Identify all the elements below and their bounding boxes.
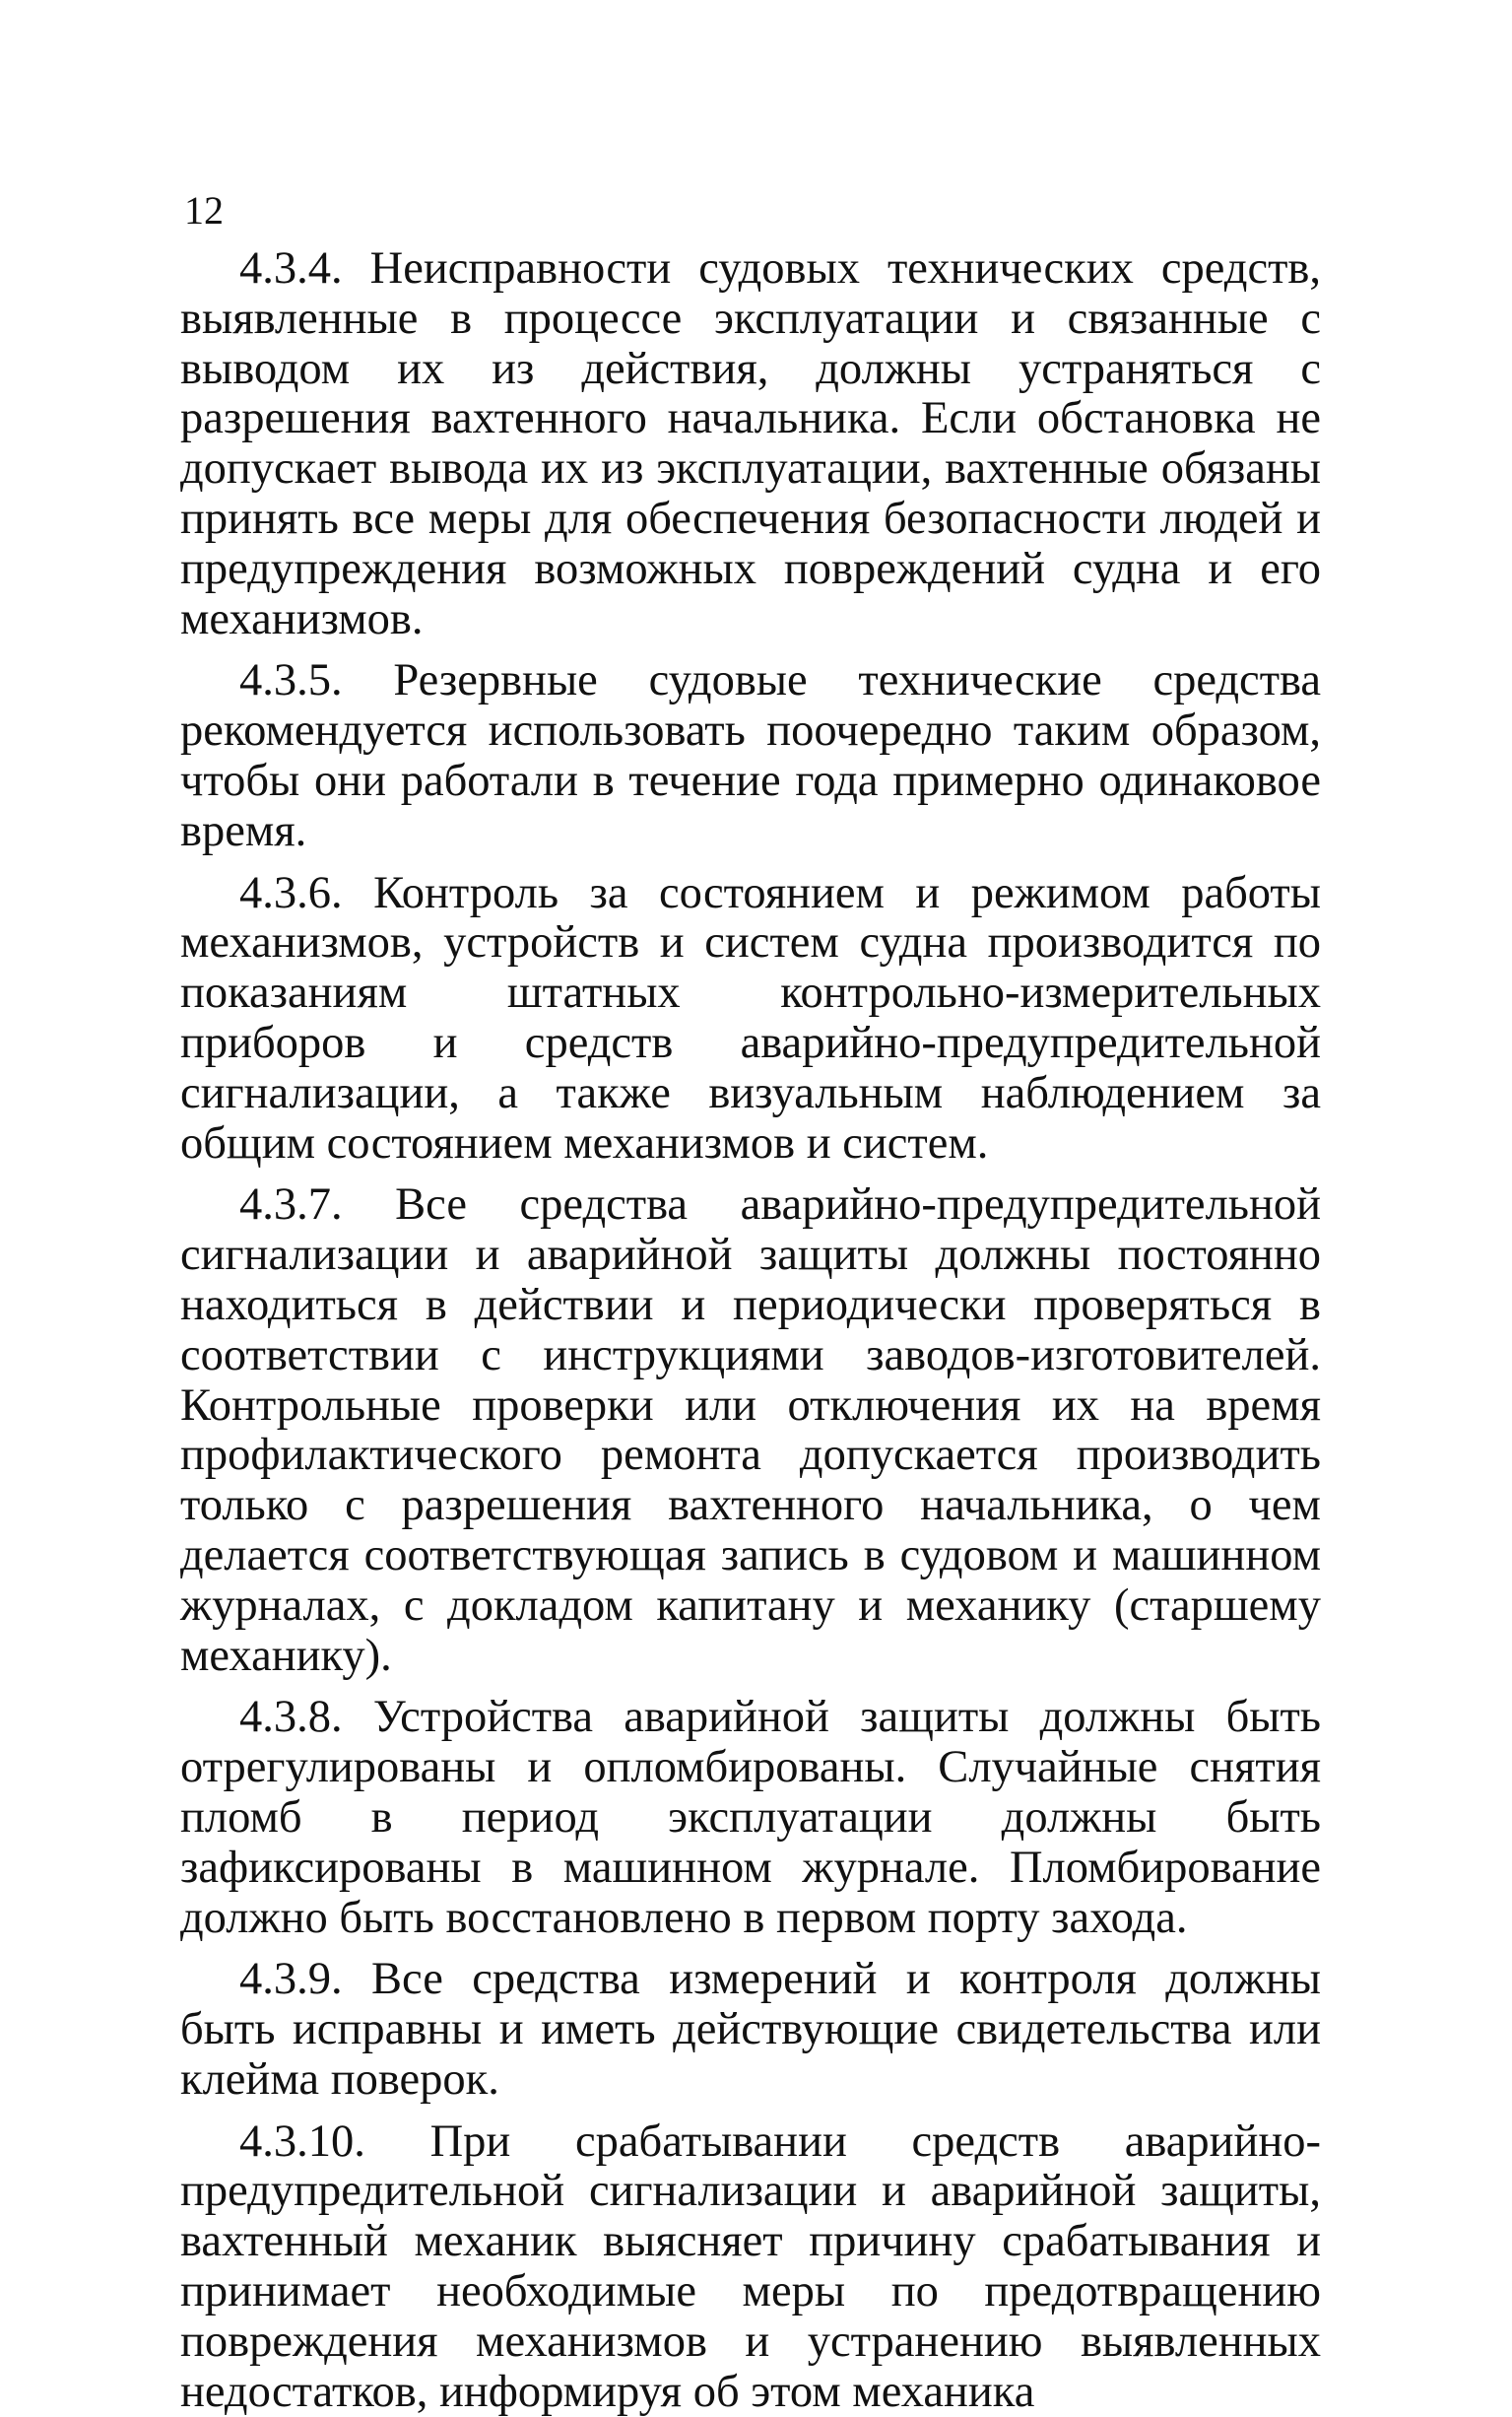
paragraph-text: Неисправности судовых технических средств, выявленные в процессе эксплуатации и связанные с выводом их из действия, должны устраняться с разрешения вахтенного начальника. Если обстановка не допускает вывода их из эксплуатации, вахтенные обязаны принять все меры для обеспечения безопасности людей и предупреждения возможных повреждений судна и его механизмов. bbox=[180, 243, 1322, 644]
paragraph-text: Все средства измерений и контроля должны быть исправны и иметь действующие свидетельства или клейма поверок. bbox=[180, 1954, 1322, 2105]
paragraph-4-3-6 bbox=[180, 869, 1321, 1170]
document-body bbox=[180, 244, 1321, 2417]
paragraph-number: 4.3.5. bbox=[239, 655, 343, 706]
page-number: 12 bbox=[184, 188, 224, 233]
paragraph-number: 4.3.4. bbox=[239, 243, 343, 294]
paragraph-text: Резервные судовые технические средства рекомендуется использовать поочередно таким образом, чтобы они работали в течение года примерно одинаковое время. bbox=[180, 655, 1321, 856]
paragraph-4-3-9 bbox=[180, 1955, 1321, 2105]
paragraph-number: 4.3.9. bbox=[239, 1954, 343, 2005]
paragraph-4-3-10 bbox=[180, 2117, 1321, 2417]
paragraph-4-3-4 bbox=[180, 244, 1321, 644]
paragraph-4-3-8 bbox=[180, 1693, 1321, 1943]
paragraph-text: При срабатывании средств аварийно-предупредительной сигнализации и аварийной защиты, вахтенный механик выясняет причину срабатывания и принимает необходимые меры по предотвращению повреждения механизмов и устранению выявленных недостатков, информируя об этом механика bbox=[180, 2115, 1322, 2417]
paragraph-text: Все средства аварийно-предупредительной сигнализации и аварийной защиты должны постоянно находиться в действии и периодически проверяться в соответствии с инструкциями заводов-изготовителей. Контрольные проверки или отключения их на время профилактического ремонта допускается производить только с разрешения вахтенного начальника, о чем делается соответствующая запись в судовом и машинном журналах, с докладом капитану и механику (старшему механику). bbox=[180, 1179, 1321, 1681]
paragraph-number: 4.3.10. bbox=[239, 2115, 365, 2167]
paragraph-number: 4.3.7. bbox=[239, 1179, 343, 1231]
paragraph-number: 4.3.8. bbox=[239, 1692, 343, 1743]
paragraph-text: Устройства аварийной защиты должны быть отрегулированы и опломбированы. Случайные снятия пломб в период эксплуатации должны быть зафиксированы в машинном журнале. Пломбирование должно быть восстановлено в первом порту захода. bbox=[180, 1692, 1322, 1943]
paragraph-text: Контроль за состоянием и режимом работы механизмов, устройств и систем судна производится по показаниям штатных контрольно-измерительных приборов и средств аварийно-предупредительной сигнализации, а также визуальным наблюдением за общим состоянием механизмов и систем. bbox=[180, 867, 1321, 1169]
paragraph-4-3-7 bbox=[180, 1180, 1321, 1681]
paragraph-4-3-5 bbox=[180, 656, 1321, 856]
paragraph-number: 4.3.6. bbox=[239, 867, 343, 918]
